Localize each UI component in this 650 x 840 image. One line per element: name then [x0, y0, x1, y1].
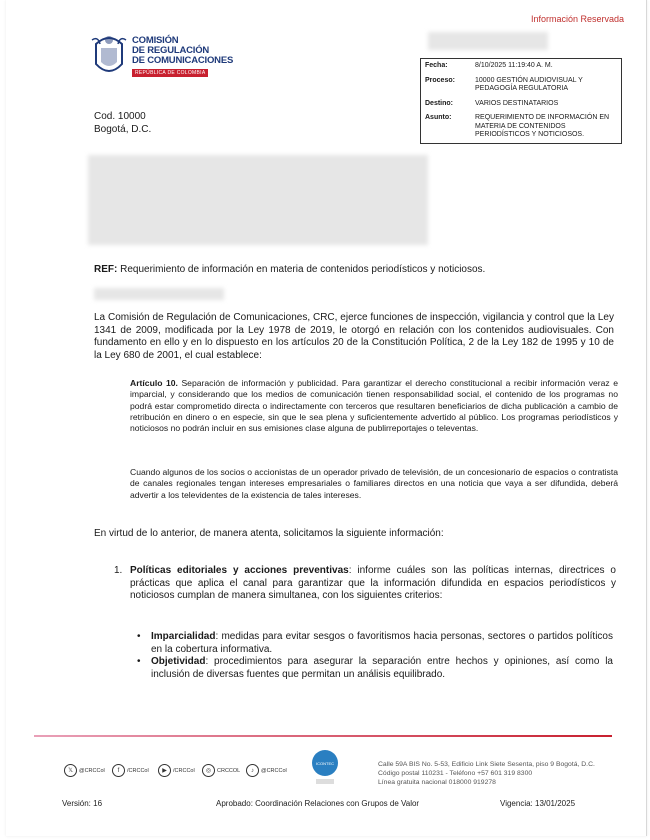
- social-youtube[interactable]: ▶ /CRCCol: [158, 764, 195, 777]
- destino-row: Destino: VARIOS DESTINATARIOS: [425, 99, 559, 107]
- fecha-row: Fecha: 8/10/2025 11:19:40 A. M.: [425, 62, 553, 69]
- bullet-imparcialidad: • Imparcialidad: medidas para evitar sesgos o favoritismos hacia personas, sectores o partidos políticos en la cobertura informativa.: [137, 631, 613, 655]
- redacted-recipient: [88, 155, 428, 245]
- bullet-dot-icon: •: [137, 656, 141, 667]
- social-facebook[interactable]: f /CRCCol: [112, 764, 149, 777]
- request-intro: En virtud de lo anterior, de manera atenta, solicitamos la siguiente información:: [94, 528, 444, 539]
- logo-tag: REPÚBLICA DE COLOMBIA: [132, 69, 208, 77]
- item-1: Políticas editoriales y acciones preventivas: informe cuáles son las políticas internas, directrices o prácticas que aplica el canal para garantizar que la información difundida en espacios periodísticos y noticiosos cumplan de manera simultanea, con los siguientes criterios:: [130, 565, 616, 601]
- redacted-barcode: [428, 32, 548, 50]
- tiktok-icon: ♪: [246, 764, 259, 777]
- vigencia-label: Vigencia: 13/01/2025: [500, 799, 576, 808]
- item-1-number: 1.: [114, 565, 123, 576]
- cod-number: Cod. 10000: [94, 111, 146, 122]
- youtube-icon: ▶: [158, 764, 171, 777]
- x-icon: 𝕏: [64, 764, 77, 777]
- social-x[interactable]: 𝕏 @CRCCol: [64, 764, 105, 777]
- cert-label: ICONTEC: [316, 761, 334, 766]
- quote-article-10: Artículo 10. Separación de información y publicidad. Para garantizar el derecho constitucional a recibir información veraz e imparcial, y considerando que los medios de comunicación tienen responsabilidad social, el contenido de los programas no podrá estar comprometido directa o indirectamente con terceros que resultaren beneficiarios de dicha publicación a cambio de retribución en dinero o en especie, sin que le sea plena y suficientemente advertido al público. Los programas periodísticos y noticiosos no podrán incluir en sus emisiones clase alguna de publirreportajes o televentas.: [130, 378, 618, 434]
- instagram-icon: ◎: [202, 764, 215, 777]
- icontec-certification-icon: [308, 748, 342, 788]
- coat-of-arms-icon: [90, 30, 128, 80]
- city: Bogotá, D.C.: [94, 124, 152, 135]
- proceso-row: Proceso: 10000 GESTIÓN AUDIOVISUAL Y PEDAGOGÍA REGULATORIA: [425, 76, 583, 92]
- redacted-salutation: [94, 288, 224, 300]
- crc-logo: [90, 30, 240, 82]
- document-page: [6, 0, 647, 836]
- approved-label: Aprobado: Coordinación Relaciones con Grupos de Valor: [216, 799, 420, 808]
- logo-name: COMISIÓN DE REGULACIÓN DE COMUNICACIONES: [132, 35, 234, 66]
- metadata-box: [420, 58, 622, 144]
- version-label: Versión: 16: [62, 799, 103, 808]
- bullet-objetividad: • Objetividad: procedimientos para asegurar la separación entre hechos y opiniones, así como la inclusión de diversas fuentes que permitan un análisis equilibrado.: [137, 656, 613, 680]
- social-instagram[interactable]: ◎ CRCCOL: [202, 764, 240, 777]
- asunto-row: Asunto: REQUERIMIENTO DE INFORMACIÓN EN MATERIA DE CONTENIDOS PERIODÍSTICOS Y NOTICIOSOS.: [425, 114, 610, 138]
- classification-label: Información Reservada: [530, 14, 624, 24]
- intro-paragraph: La Comisión de Regulación de Comunicaciones, CRC, ejerce funciones de inspección, vigilancia y control que la Ley 1341 de 2009, modificada por la Ley 1978 de 2019, le otorgó en relación con los contenidos audiovisuales. Con fundamento en ello y en lo dispuesto en los artículos 20 de la Constitución Política, 2 de la Ley 182 de 1995 y 10 de la Ley 680 de 2001, el cual establece:: [94, 312, 614, 361]
- ref-line: REF: Requerimiento de información en materia de contenidos periodísticos y noticiosos.: [94, 264, 486, 275]
- footer-divider: [34, 735, 612, 737]
- footer-address: Calle 59A BIS No. 5-53, Edificio Link Siete Sesenta, piso 9 Bogotá, D.C. Código postal 110231 - Teléfono +57 601 319 8300 Línea gratuita nacional 018000 919278: [378, 761, 595, 786]
- bullet-dot-icon: •: [137, 631, 141, 642]
- facebook-icon: f: [112, 764, 125, 777]
- cod-block: [94, 110, 151, 136]
- social-tiktok[interactable]: ♪ @CRCCol: [246, 764, 287, 777]
- quote-second-paragraph: Cuando algunos de los socios o accionistas de un operador privado de televisión, de un concesionario de espacios o contratista de canales regionales tengan intereses empresariales o familiares directos en una noticia que vaya a ser difundida, deberá advertir a los televidentes de la existencia de tales intereses.: [130, 467, 618, 500]
